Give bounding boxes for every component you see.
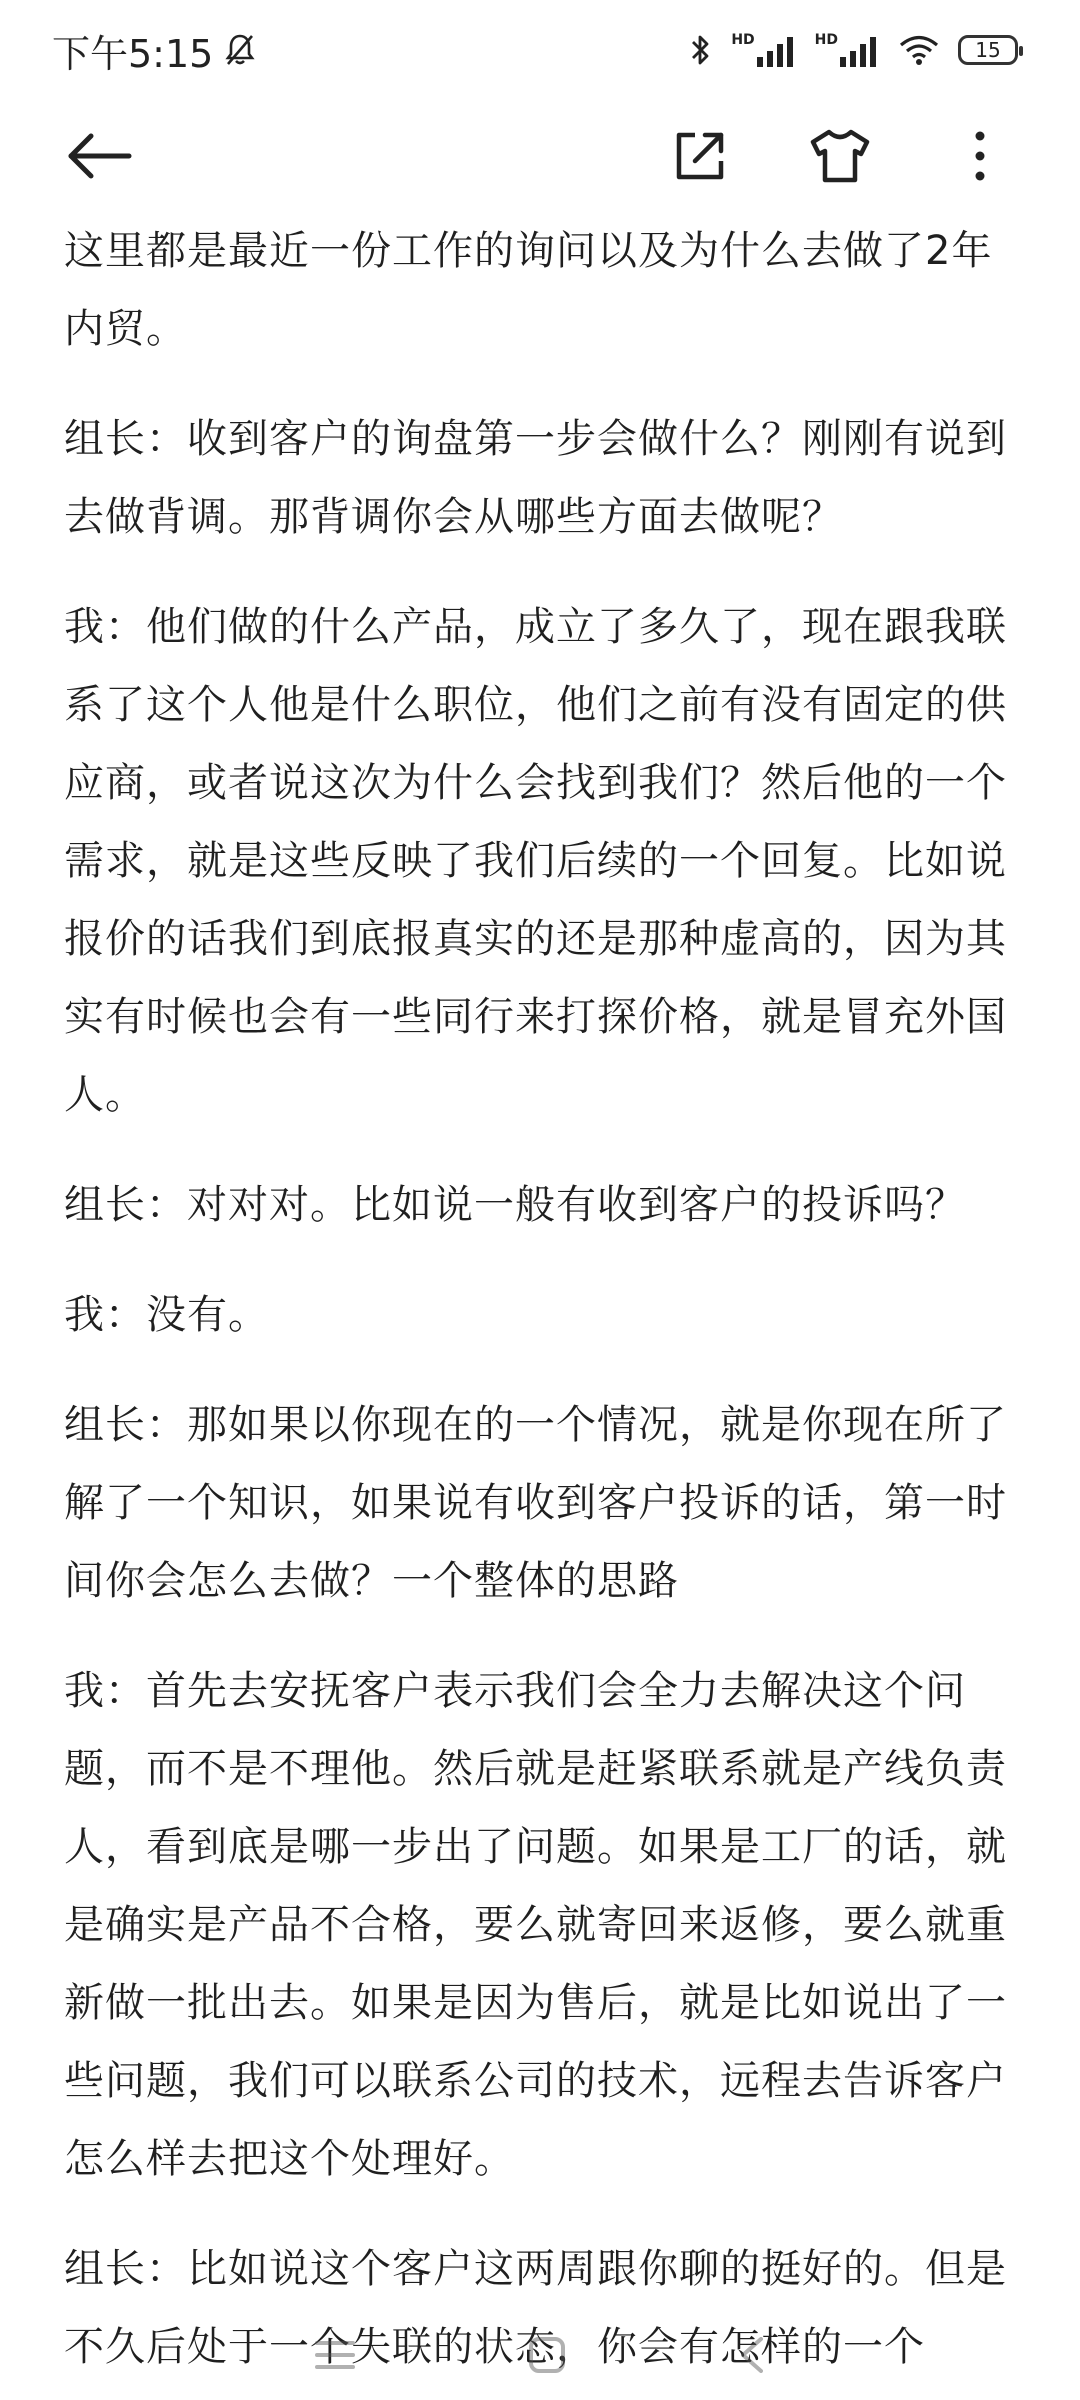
share-icon	[671, 127, 729, 185]
share-button[interactable]	[660, 116, 740, 196]
home-icon[interactable]	[527, 2335, 567, 2375]
paragraph: 组长：收到客户的询盘第一步会做什么？刚刚有说到去做背调。那背调你会从哪些方面去做呢？	[64, 416, 1007, 540]
wifi-icon	[898, 34, 940, 66]
mute-bell-icon	[225, 33, 255, 67]
back-button[interactable]	[60, 116, 140, 196]
paragraph: 组长：那如果以你现在的一个情况，就是你现在所了解了一个知识，如果说有收到客户投诉的话，第一时间你会怎么去做？一个整体的思路	[64, 1402, 1007, 1604]
toolbar	[0, 100, 1080, 212]
hd-label-2: HD	[814, 32, 838, 48]
hd-label-1: HD	[731, 32, 755, 48]
tshirt-icon	[809, 128, 871, 184]
signal-group-2	[815, 33, 880, 67]
status-bar	[0, 0, 1080, 100]
back-icon[interactable]	[737, 2335, 767, 2375]
article-content	[64, 212, 1020, 2400]
bluetooth-icon	[689, 32, 713, 68]
signal-group-1	[731, 33, 796, 67]
status-left	[52, 23, 255, 78]
menu-icon[interactable]	[313, 2338, 357, 2372]
paragraph: 组长：对对对。比如说一般有收到客户的投诉吗？	[64, 1182, 966, 1228]
more-button[interactable]	[940, 116, 1020, 196]
system-nav-bar	[0, 2310, 1080, 2400]
status-right	[689, 32, 1018, 68]
battery-icon	[958, 35, 1018, 65]
signal-icon	[757, 35, 797, 67]
paragraph: 组长：比如说这个客户这两周跟你聊的挺好的。但是不久后处于一个失联的状态，你会有怎样的一个	[64, 2246, 1007, 2370]
more-vertical-icon	[970, 128, 990, 184]
paragraph: 我：首先去安抚客户表示我们会全力去解决这个问题，而不是不理他。然后就是赶紧联系就是产线负责人，看到底是哪一步出了问题。如果是工厂的话，就是确实是产品不合格，要么就寄回来返修，要么就重新做一批出去。如果是因为售后，就是比如说出了一些问题，我们可以联系公司的技术，远程去告诉客户怎么样去把这个处理好。	[64, 1668, 1007, 2182]
battery-level: 15	[975, 38, 1001, 62]
status-time: 下午5:15	[52, 31, 214, 76]
signal-icon	[840, 35, 880, 67]
theme-button[interactable]	[800, 116, 880, 196]
paragraph: 这里都是最近一份工作的询问以及为什么去做了2年内贸。	[64, 228, 993, 352]
paragraph: 我：他们做的什么产品，成立了多久了，现在跟我联系了这个人他是什么职位，他们之前有没有固定的供应商，或者说这次为什么会找到我们？然后他的一个需求，就是这些反映了我们后续的一个回复。比如说报价的话我们到底报真实的还是那种虚高的，因为其实有时候也会有一些同行来打探价格，就是冒充外国人。	[64, 604, 1007, 1118]
back-arrow-icon	[65, 131, 135, 181]
paragraph: 我：没有。	[64, 1292, 269, 1338]
